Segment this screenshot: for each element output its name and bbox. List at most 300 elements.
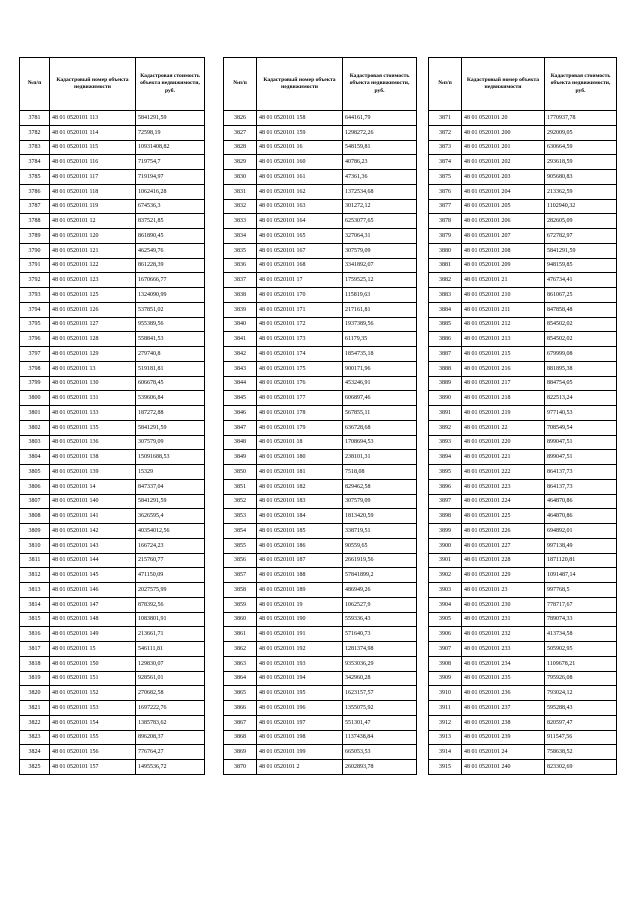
table-row	[20, 568, 205, 583]
cadastral-number: 48 01 0520101 120	[50, 229, 136, 244]
cadastral-number: 48 01 0520101 164	[257, 214, 343, 229]
cadastral-value: 1137438,84	[343, 730, 417, 745]
table-row	[20, 686, 205, 701]
cadastral-number: 48 01 0520101 175	[257, 361, 343, 376]
table-row	[429, 111, 617, 126]
row-number: 3913	[429, 730, 462, 745]
row-number: 3896	[429, 479, 462, 494]
cadastral-value: 464870,86	[545, 509, 617, 524]
cadastral-value: 215760,77	[136, 553, 205, 568]
table-row	[224, 140, 417, 155]
table-row	[429, 347, 617, 362]
cadastral-value: 453246,91	[343, 376, 417, 391]
row-number: 3834	[224, 229, 257, 244]
cadastral-value: 795926,08	[545, 671, 617, 686]
table-row	[20, 229, 205, 244]
row-number: 3840	[224, 317, 257, 332]
row-number: 3886	[429, 332, 462, 347]
cadastral-number: 48 01 0520101 148	[50, 612, 136, 627]
cadastral-number: 48 01 0520101 15	[50, 642, 136, 657]
table-row	[429, 583, 617, 598]
cadastral-number: 48 01 0520101 189	[257, 583, 343, 598]
cadastral-value: 187272,88	[136, 406, 205, 421]
cadastral-value: 293618,59	[545, 155, 617, 170]
cadastral-number: 48 01 0520101 165	[257, 229, 343, 244]
row-number: 3782	[20, 125, 50, 140]
cadastral-number: 48 01 0520101 205	[462, 199, 545, 214]
row-number: 3832	[224, 199, 257, 214]
cadastral-value: 559336,43	[343, 612, 417, 627]
cadastral-number: 48 01 0520101 114	[50, 125, 136, 140]
cadastral-value: 5841291,59	[136, 420, 205, 435]
cadastral-number: 48 01 0520101 211	[462, 302, 545, 317]
row-number: 3900	[429, 538, 462, 553]
row-number: 3831	[224, 184, 257, 199]
cadastral-number: 48 01 0520101 228	[462, 553, 545, 568]
table-row	[224, 494, 417, 509]
row-number: 3912	[429, 715, 462, 730]
table-row	[429, 479, 617, 494]
cadastral-value: 778717,67	[545, 597, 617, 612]
cadastral-value: 9353036,29	[343, 656, 417, 671]
cadastral-value: 674536,3	[136, 199, 205, 214]
table-row	[224, 302, 417, 317]
table-row	[224, 361, 417, 376]
table-row	[429, 406, 617, 421]
table-row	[224, 214, 417, 229]
cadastral-value: 694892,01	[545, 524, 617, 539]
row-number: 3821	[20, 701, 50, 716]
cadastral-number: 48 01 0520101 178	[257, 406, 343, 421]
cadastral-number: 48 01 0520101 193	[257, 656, 343, 671]
table-row	[429, 229, 617, 244]
cadastral-value: 6253077,65	[343, 214, 417, 229]
cadastral-number: 48 01 0520101 146	[50, 583, 136, 598]
table-row	[224, 111, 417, 126]
cadastral-value: 679999,08	[545, 347, 617, 362]
table-row	[20, 347, 205, 362]
cadastral-value: 90559,65	[343, 538, 417, 553]
row-number: 3785	[20, 170, 50, 185]
table-row	[20, 627, 205, 642]
cadastral-value: 672782,97	[545, 229, 617, 244]
table-row	[20, 376, 205, 391]
table-row	[224, 671, 417, 686]
table-row	[429, 568, 617, 583]
row-number: 3850	[224, 465, 257, 480]
cadastral-value: 789074,33	[545, 612, 617, 627]
cadastral-value: 2027575,99	[136, 583, 205, 598]
row-number: 3899	[429, 524, 462, 539]
cadastral-value: 166724,23	[136, 538, 205, 553]
cadastral-value: 571640,73	[343, 627, 417, 642]
cadastral-number: 48 01 0520101 17	[257, 273, 343, 288]
table-row	[20, 583, 205, 598]
row-number: 3788	[20, 214, 50, 229]
cadastral-value: 1062527,9	[343, 597, 417, 612]
table-row	[20, 553, 205, 568]
cadastral-number: 48 01 0520101 21	[462, 273, 545, 288]
cadastral-number: 48 01 0520101 167	[257, 243, 343, 258]
cadastral-number: 48 01 0520101 177	[257, 391, 343, 406]
row-number: 3883	[429, 288, 462, 303]
table-row	[224, 715, 417, 730]
row-number: 3798	[20, 361, 50, 376]
table-row	[224, 627, 417, 642]
table-row	[20, 612, 205, 627]
table-row	[429, 199, 617, 214]
table-row	[224, 199, 417, 214]
cadastral-value: 776764,27	[136, 745, 205, 760]
header-cadastral-number: Кадастровый номер объекта недвижимости	[462, 58, 545, 111]
cadastral-number: 48 01 0520101 127	[50, 317, 136, 332]
cadastral-number: 48 01 0520101 130	[50, 376, 136, 391]
row-number: 3848	[224, 435, 257, 450]
row-number: 3903	[429, 583, 462, 598]
table-row	[429, 450, 617, 465]
table-row	[20, 214, 205, 229]
table-row	[429, 140, 617, 155]
row-number: 3891	[429, 406, 462, 421]
header-num: №п/п	[20, 58, 50, 111]
cadastral-number: 48 01 0520101 22	[462, 420, 545, 435]
table-row	[224, 347, 417, 362]
row-number: 3838	[224, 288, 257, 303]
cadastral-value: 997768,5	[545, 583, 617, 598]
row-number: 3811	[20, 553, 50, 568]
cadastral-number: 48 01 0520101 147	[50, 597, 136, 612]
table-row	[224, 170, 417, 185]
cadastral-number: 48 01 0520101 239	[462, 730, 545, 745]
row-number: 3906	[429, 627, 462, 642]
cadastral-value: 551301,47	[343, 715, 417, 730]
table-row	[429, 288, 617, 303]
cadastral-number: 48 01 0520101 232	[462, 627, 545, 642]
table-row	[429, 701, 617, 716]
row-number: 3869	[224, 745, 257, 760]
table-row	[20, 715, 205, 730]
cadastral-value: 905680,83	[545, 170, 617, 185]
table-row	[20, 435, 205, 450]
row-number: 3826	[224, 111, 257, 126]
table-row	[429, 332, 617, 347]
row-number: 3895	[429, 465, 462, 480]
cadastral-value: 708549,54	[545, 420, 617, 435]
cadastral-table-3	[428, 57, 617, 775]
cadastral-value: 864137,73	[545, 465, 617, 480]
row-number: 3804	[20, 450, 50, 465]
cadastral-value: 7518,08	[343, 465, 417, 480]
cadastral-value: 10931408,82	[136, 140, 205, 155]
row-number: 3868	[224, 730, 257, 745]
table-row	[20, 140, 205, 155]
cadastral-number: 48 01 0520101 188	[257, 568, 343, 583]
cadastral-value: 213362,59	[545, 184, 617, 199]
table-row	[20, 760, 205, 775]
table-row	[224, 524, 417, 539]
cadastral-number: 48 01 0520101 216	[462, 361, 545, 376]
table-row	[224, 288, 417, 303]
cadastral-number: 48 01 0520101 116	[50, 155, 136, 170]
header-cadastral-number: Кадастровый номер объекта недвижимости	[257, 58, 343, 111]
row-number: 3790	[20, 243, 50, 258]
cadastral-value: 823302,69	[545, 760, 617, 775]
cadastral-value: 3626595,4	[136, 509, 205, 524]
header-num: №п/п	[429, 58, 462, 111]
row-number: 3867	[224, 715, 257, 730]
cadastral-number: 48 01 0520101 200	[462, 125, 545, 140]
cadastral-number: 48 01 0520101 151	[50, 671, 136, 686]
table-row	[429, 642, 617, 657]
cadastral-value: 115819,63	[343, 288, 417, 303]
cadastral-number: 48 01 0520101 118	[50, 184, 136, 199]
cadastral-value: 1813420,59	[343, 509, 417, 524]
cadastral-value: 899047,51	[545, 435, 617, 450]
cadastral-value: 282605,09	[545, 214, 617, 229]
row-number: 3871	[429, 111, 462, 126]
cadastral-value: 997138,49	[545, 538, 617, 553]
cadastral-value: 719754,7	[136, 155, 205, 170]
cadastral-number: 48 01 0520101 133	[50, 406, 136, 421]
row-number: 3794	[20, 302, 50, 317]
table-row	[429, 656, 617, 671]
cadastral-number: 48 01 0520101 149	[50, 627, 136, 642]
cadastral-number: 48 01 0520101 160	[257, 155, 343, 170]
table-row	[20, 406, 205, 421]
table-row	[20, 243, 205, 258]
cadastral-number: 48 01 0520101 117	[50, 170, 136, 185]
cadastral-value: 307579,09	[136, 435, 205, 450]
table-row	[224, 125, 417, 140]
cadastral-number: 48 01 0520101 179	[257, 420, 343, 435]
cadastral-number: 48 01 0520101 122	[50, 258, 136, 273]
header-cadastral-number: Кадастровый номер объекта недвижимости	[50, 58, 136, 111]
cadastral-number: 48 01 0520101 12	[50, 214, 136, 229]
cadastral-number: 48 01 0520101 155	[50, 730, 136, 745]
cadastral-number: 48 01 0520101 153	[50, 701, 136, 716]
table-row	[20, 524, 205, 539]
table-row	[429, 243, 617, 258]
cadastral-number: 48 01 0520101 230	[462, 597, 545, 612]
row-number: 3829	[224, 155, 257, 170]
row-number: 3820	[20, 686, 50, 701]
cadastral-number: 48 01 0520101 13	[50, 361, 136, 376]
table-row	[224, 538, 417, 553]
table-row	[20, 184, 205, 199]
cadastral-value: 5841291,59	[545, 243, 617, 258]
row-number: 3795	[20, 317, 50, 332]
row-number: 3860	[224, 612, 257, 627]
cadastral-value: 861067,25	[545, 288, 617, 303]
table-row	[20, 479, 205, 494]
row-number: 3846	[224, 406, 257, 421]
row-number: 3874	[429, 155, 462, 170]
cadastral-value: 854502,02	[545, 317, 617, 332]
cadastral-value: 911547,56	[545, 730, 617, 745]
row-number: 3805	[20, 465, 50, 480]
cadastral-table-2	[223, 57, 417, 775]
cadastral-number: 48 01 0520101 176	[257, 376, 343, 391]
cadastral-number: 48 01 0520101 203	[462, 170, 545, 185]
table-row	[224, 376, 417, 391]
row-number: 3889	[429, 376, 462, 391]
cadastral-value: 847858,48	[545, 302, 617, 317]
row-number: 3898	[429, 509, 462, 524]
cadastral-number: 48 01 0520101 194	[257, 671, 343, 686]
table-row	[429, 376, 617, 391]
row-number: 3865	[224, 686, 257, 701]
cadastral-value: 829462,58	[343, 479, 417, 494]
table-row	[20, 597, 205, 612]
cadastral-number: 48 01 0520101 198	[257, 730, 343, 745]
cadastral-value: 1355075,92	[343, 701, 417, 716]
row-number: 3793	[20, 288, 50, 303]
cadastral-number: 48 01 0520101 208	[462, 243, 545, 258]
cadastral-value: 1324090,99	[136, 288, 205, 303]
cadastral-number: 48 01 0520101 190	[257, 612, 343, 627]
table-row	[20, 361, 205, 376]
cadastral-number: 48 01 0520101 128	[50, 332, 136, 347]
table-row	[429, 317, 617, 332]
table-row	[224, 450, 417, 465]
cadastral-number: 48 01 0520101 231	[462, 612, 545, 627]
row-number: 3870	[224, 760, 257, 775]
table-row	[429, 435, 617, 450]
cadastral-number: 48 01 0520101 191	[257, 627, 343, 642]
table-row	[429, 553, 617, 568]
table-row	[224, 406, 417, 421]
cadastral-number: 48 01 0520101 183	[257, 494, 343, 509]
cadastral-number: 48 01 0520101 197	[257, 715, 343, 730]
table-row	[429, 302, 617, 317]
cadastral-value: 1495536,72	[136, 760, 205, 775]
row-number: 3813	[20, 583, 50, 598]
row-number: 3902	[429, 568, 462, 583]
cadastral-value: 47361,36	[343, 170, 417, 185]
cadastral-number: 48 01 0520101 156	[50, 745, 136, 760]
table-row	[224, 509, 417, 524]
row-number: 3842	[224, 347, 257, 362]
table-row	[429, 125, 617, 140]
cadastral-value: 1083801,91	[136, 612, 205, 627]
cadastral-number: 48 01 0520101 199	[257, 745, 343, 760]
cadastral-value: 606897,46	[343, 391, 417, 406]
cadastral-number: 48 01 0520101 136	[50, 435, 136, 450]
row-number: 3828	[224, 140, 257, 155]
cadastral-number: 48 01 0520101 207	[462, 229, 545, 244]
row-number: 3882	[429, 273, 462, 288]
cadastral-value: 15329	[136, 465, 205, 480]
row-number: 3894	[429, 450, 462, 465]
cadastral-number: 48 01 0520101 236	[462, 686, 545, 701]
cadastral-number: 48 01 0520101 162	[257, 184, 343, 199]
row-number: 3836	[224, 258, 257, 273]
cadastral-value: 1062416,28	[136, 184, 205, 199]
cadastral-number: 48 01 0520101 168	[257, 258, 343, 273]
row-number: 3908	[429, 656, 462, 671]
table-row	[224, 745, 417, 760]
table-row	[20, 288, 205, 303]
cadastral-number: 48 01 0520101 170	[257, 288, 343, 303]
cadastral-number: 48 01 0520101 152	[50, 686, 136, 701]
cadastral-value: 719194,97	[136, 170, 205, 185]
cadastral-number: 48 01 0520101 19	[257, 597, 343, 612]
cadastral-number: 48 01 0520101 129	[50, 347, 136, 362]
cadastral-number: 48 01 0520101 229	[462, 568, 545, 583]
cadastral-number: 48 01 0520101 182	[257, 479, 343, 494]
row-number: 3830	[224, 170, 257, 185]
cadastral-number: 48 01 0520101 163	[257, 199, 343, 214]
row-number: 3825	[20, 760, 50, 775]
row-number: 3849	[224, 450, 257, 465]
table-row	[429, 745, 617, 760]
row-number: 3890	[429, 391, 462, 406]
row-number: 3873	[429, 140, 462, 155]
table-row	[224, 258, 417, 273]
cadastral-value: 486949,26	[343, 583, 417, 598]
row-number: 3910	[429, 686, 462, 701]
cadastral-value: 40786,23	[343, 155, 417, 170]
cadastral-value: 1102940,32	[545, 199, 617, 214]
table-row	[429, 184, 617, 199]
row-number: 3815	[20, 612, 50, 627]
cadastral-value: 72598,19	[136, 125, 205, 140]
cadastral-value: 40354012,56	[136, 524, 205, 539]
cadastral-number: 48 01 0520101 173	[257, 332, 343, 347]
cadastral-number: 48 01 0520101 217	[462, 376, 545, 391]
row-number: 3783	[20, 140, 50, 155]
row-number: 3800	[20, 391, 50, 406]
table-row	[429, 361, 617, 376]
cadastral-number: 48 01 0520101 143	[50, 538, 136, 553]
cadastral-number: 48 01 0520101 119	[50, 199, 136, 214]
cadastral-number: 48 01 0520101 157	[50, 760, 136, 775]
cadastral-value: 471150,09	[136, 568, 205, 583]
row-number: 3799	[20, 376, 50, 391]
cadastral-number: 48 01 0520101 222	[462, 465, 545, 480]
cadastral-number: 48 01 0520101 225	[462, 509, 545, 524]
table-row	[20, 642, 205, 657]
cadastral-number: 48 01 0520101 226	[462, 524, 545, 539]
cadastral-value: 238101,31	[343, 450, 417, 465]
cadastral-number: 48 01 0520101 154	[50, 715, 136, 730]
header-num: №п/п	[224, 58, 257, 111]
cadastral-number: 48 01 0520101 159	[257, 125, 343, 140]
row-number: 3816	[20, 627, 50, 642]
table-row	[20, 170, 205, 185]
row-number: 3796	[20, 332, 50, 347]
row-number: 3822	[20, 715, 50, 730]
row-number: 3786	[20, 184, 50, 199]
cadastral-number: 48 01 0520101 2	[257, 760, 343, 775]
row-number: 3803	[20, 435, 50, 450]
cadastral-value: 900171,96	[343, 361, 417, 376]
cadastral-value: 307579,09	[343, 494, 417, 509]
table-row	[224, 730, 417, 745]
row-number: 3853	[224, 509, 257, 524]
row-number: 3859	[224, 597, 257, 612]
cadastral-value: 896208,37	[136, 730, 205, 745]
table-row	[224, 184, 417, 199]
cadastral-number: 48 01 0520101 158	[257, 111, 343, 126]
row-number: 3823	[20, 730, 50, 745]
cadastral-value: 270682,58	[136, 686, 205, 701]
cadastral-value: 1091487,14	[545, 568, 617, 583]
cadastral-number: 48 01 0520101 233	[462, 642, 545, 657]
cadastral-number: 48 01 0520101 218	[462, 391, 545, 406]
cadastral-number: 48 01 0520101 18	[257, 435, 343, 450]
table-row	[224, 597, 417, 612]
